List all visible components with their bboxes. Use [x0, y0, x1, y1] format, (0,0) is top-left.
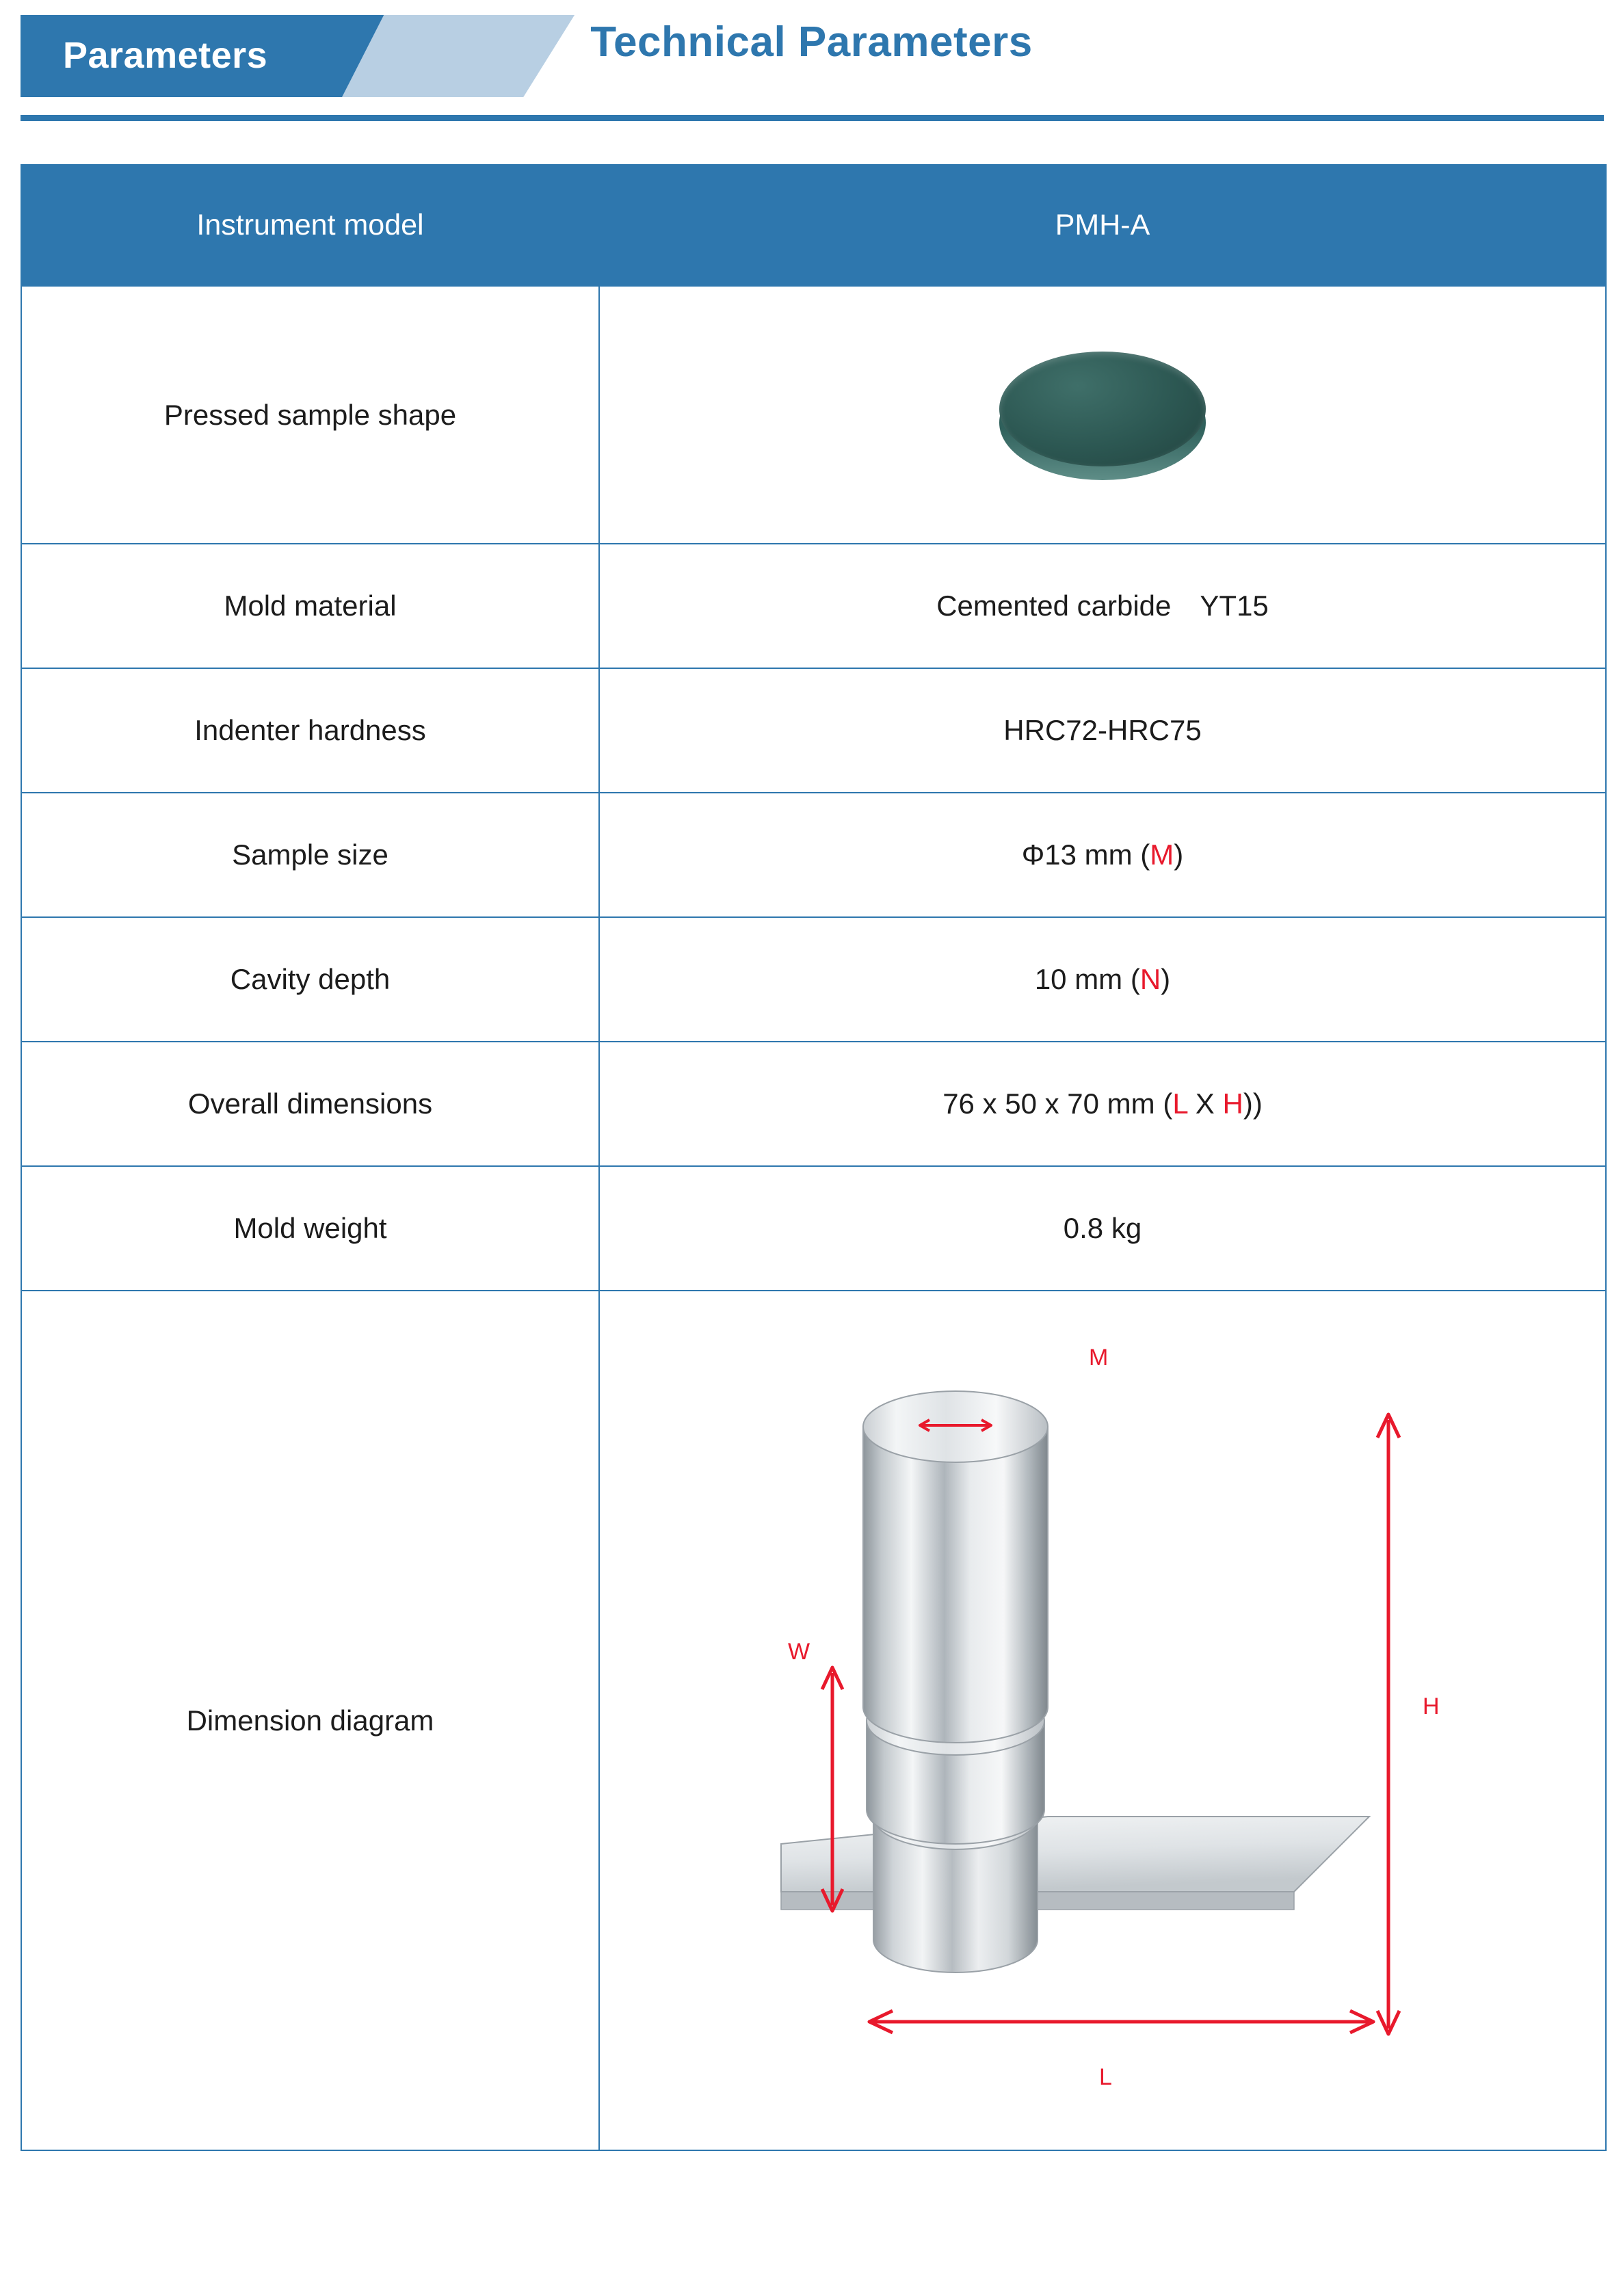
mold-material-label: Mold material	[21, 544, 599, 668]
dimension-label-w: W	[788, 1638, 810, 1665]
parameters-tag-label: Parameters	[63, 35, 268, 76]
dimension-arrow-l	[869, 2011, 1373, 2033]
table-row	[21, 1042, 1606, 1166]
cavity-depth-label: Cavity depth	[21, 917, 599, 1042]
pressed-sample-shape-label: Pressed sample shape	[21, 286, 599, 544]
overall-dimensions-mid: X	[1187, 1087, 1223, 1120]
overall-dimensions-value	[599, 1042, 1606, 1166]
sample-size-marker: M	[1150, 839, 1174, 871]
indenter-hardness-value: HRC72-HRC75	[599, 668, 1606, 793]
instrument-model-value: PMH-A	[599, 165, 1606, 286]
dimension-arrow-h	[1377, 1414, 1399, 2034]
flange-plate-shape	[781, 1817, 1369, 1910]
mold-weight-label: Mold weight	[21, 1166, 599, 1291]
dimension-label-m: M	[1089, 1344, 1109, 1371]
mold-material-value: Cemented carbide YT15	[599, 544, 1606, 668]
dimension-label-h: H	[1423, 1693, 1440, 1719]
pressed-sample-shape-value	[599, 286, 1606, 544]
table-row	[21, 793, 1606, 917]
table-header-row	[21, 165, 1606, 286]
table-row	[21, 1166, 1606, 1291]
disc-top-icon	[999, 352, 1206, 466]
page-header	[0, 0, 1623, 127]
cavity-depth-prefix: 10 mm (	[1034, 963, 1140, 995]
page-title: Technical Parameters	[590, 18, 1033, 66]
dimension-label-l: L	[1099, 2063, 1112, 2090]
indenter-hardness-label: Indenter hardness	[21, 668, 599, 793]
top-cylinder-shape	[863, 1391, 1048, 1743]
dimension-diagram-value	[599, 1291, 1606, 2150]
overall-dimensions-prefix: 76 x 50 x 70 mm (	[942, 1087, 1173, 1120]
dimension-diagram-graphic	[726, 1338, 1479, 2104]
cavity-depth-suffix: )	[1161, 963, 1171, 995]
table-row	[21, 668, 1606, 793]
table-row	[21, 917, 1606, 1042]
overall-dimensions-label: Overall dimensions	[21, 1042, 599, 1166]
header-divider	[21, 115, 1604, 121]
overall-dimensions-suffix: ))	[1243, 1087, 1263, 1120]
sample-size-value	[599, 793, 1606, 917]
table-row	[21, 544, 1606, 668]
sample-size-suffix: )	[1174, 839, 1184, 871]
table-row	[21, 286, 1606, 544]
cavity-depth-marker: N	[1139, 963, 1161, 995]
instrument-model-label: Instrument model	[21, 165, 599, 286]
overall-dimensions-marker-l: L	[1172, 1087, 1188, 1120]
table-row	[21, 1291, 1606, 2150]
sample-size-prefix: Φ13 mm (	[1021, 839, 1150, 871]
sample-disc-graphic	[990, 337, 1215, 494]
dimension-diagram-label: Dimension diagram	[21, 1291, 599, 2150]
overall-dimensions-marker-h: H	[1222, 1087, 1243, 1120]
sample-size-label: Sample size	[21, 793, 599, 917]
cavity-depth-value	[599, 917, 1606, 1042]
mold-dimension-svg	[726, 1338, 1479, 2104]
technical-parameters-table	[21, 164, 1607, 2151]
mold-weight-value: 0.8 kg	[599, 1166, 1606, 1291]
